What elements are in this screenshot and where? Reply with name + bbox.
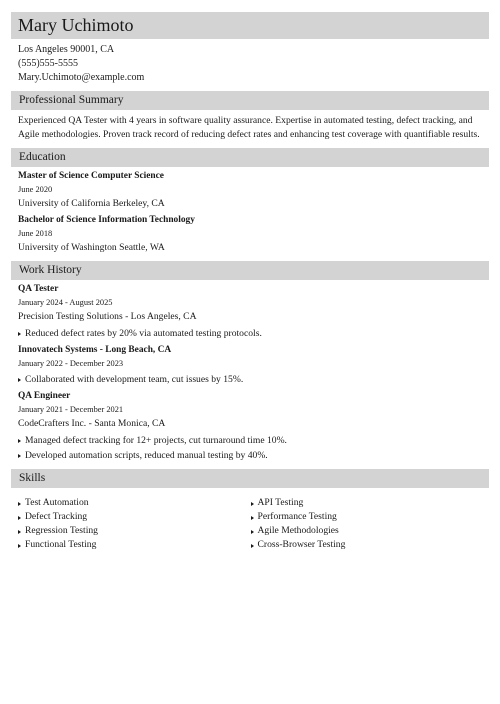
skills-list — [18, 496, 251, 552]
job-bullets — [18, 433, 483, 463]
job-entry — [11, 283, 489, 341]
job-entry — [11, 344, 489, 387]
job-bullets — [18, 326, 483, 341]
school-name: University of Washington Seattle, WA — [18, 242, 165, 253]
job-bullet: Reduced defect rates by 20% via automated testing protocols. — [18, 326, 483, 341]
school-name: University of California Berkeley, CA — [18, 198, 165, 209]
job-title: QA Engineer — [18, 391, 71, 401]
skills-column-right — [251, 494, 484, 552]
job-bullets — [18, 372, 483, 387]
skill-item: Functional Testing — [18, 538, 251, 552]
job-entry — [11, 390, 489, 463]
location-text: Los Angeles 90001, CA — [18, 44, 115, 55]
job-date: January 2021 - December 2021 — [18, 405, 124, 414]
job-date: January 2022 - December 2023 — [18, 359, 124, 368]
skill-item: Cross-Browser Testing — [251, 538, 484, 552]
degree-date: June 2020 — [18, 185, 53, 194]
skill-item: Defect Tracking — [18, 510, 251, 524]
job-title: QA Tester — [18, 284, 59, 294]
degree-title: Master of Science Computer Science — [18, 171, 164, 181]
phone-text: (555)555-5555 — [18, 58, 78, 69]
skill-item: API Testing — [251, 496, 484, 510]
skill-item: Performance Testing — [251, 510, 484, 524]
job-bullet: Developed automation scripts, reduced manual testing by 40%. — [18, 448, 483, 463]
skills-list — [251, 496, 484, 552]
skills-column-left — [18, 494, 251, 552]
degree-date: June 2018 — [18, 229, 53, 238]
work-history-heading: Work History — [11, 261, 489, 280]
candidate-name: Mary Uchimoto — [18, 15, 134, 35]
company-name: Precision Testing Solutions - Los Angeles, CA — [18, 311, 197, 322]
skills-heading: Skills — [11, 469, 489, 488]
company-name: CodeCrafters Inc. - Santa Monica, CA — [18, 418, 166, 429]
degree-title: Bachelor of Science Information Technology — [18, 215, 195, 225]
skill-item: Regression Testing — [18, 524, 251, 538]
summary-heading: Professional Summary — [11, 91, 489, 110]
skills-grid — [11, 488, 489, 552]
name-header — [11, 12, 489, 39]
email-text: Mary.Uchimoto@example.com — [18, 72, 145, 83]
job-date: January 2024 - August 2025 — [18, 298, 113, 307]
job-title: Innovatech Systems - Long Beach, CA — [18, 345, 172, 355]
skill-item: Test Automation — [18, 496, 251, 510]
education-entry — [11, 170, 489, 211]
summary-text: Experienced QA Tester with 4 years in software quality assurance. Expertise in automated testing, defect tracking, and Agile methodologies. Proven track record of reducing defect rates and enhancing test coverage with quantifiable results. — [18, 115, 480, 140]
contact-info — [11, 39, 489, 85]
education-heading: Education — [11, 148, 489, 167]
job-bullet: Collaborated with development team, cut issues by 15%. — [18, 372, 483, 387]
education-entry — [11, 214, 489, 255]
job-bullet: Managed defect tracking for 12+ projects, cut turnaround time 10%. — [18, 433, 483, 448]
skill-item: Agile Methodologies — [251, 524, 484, 538]
